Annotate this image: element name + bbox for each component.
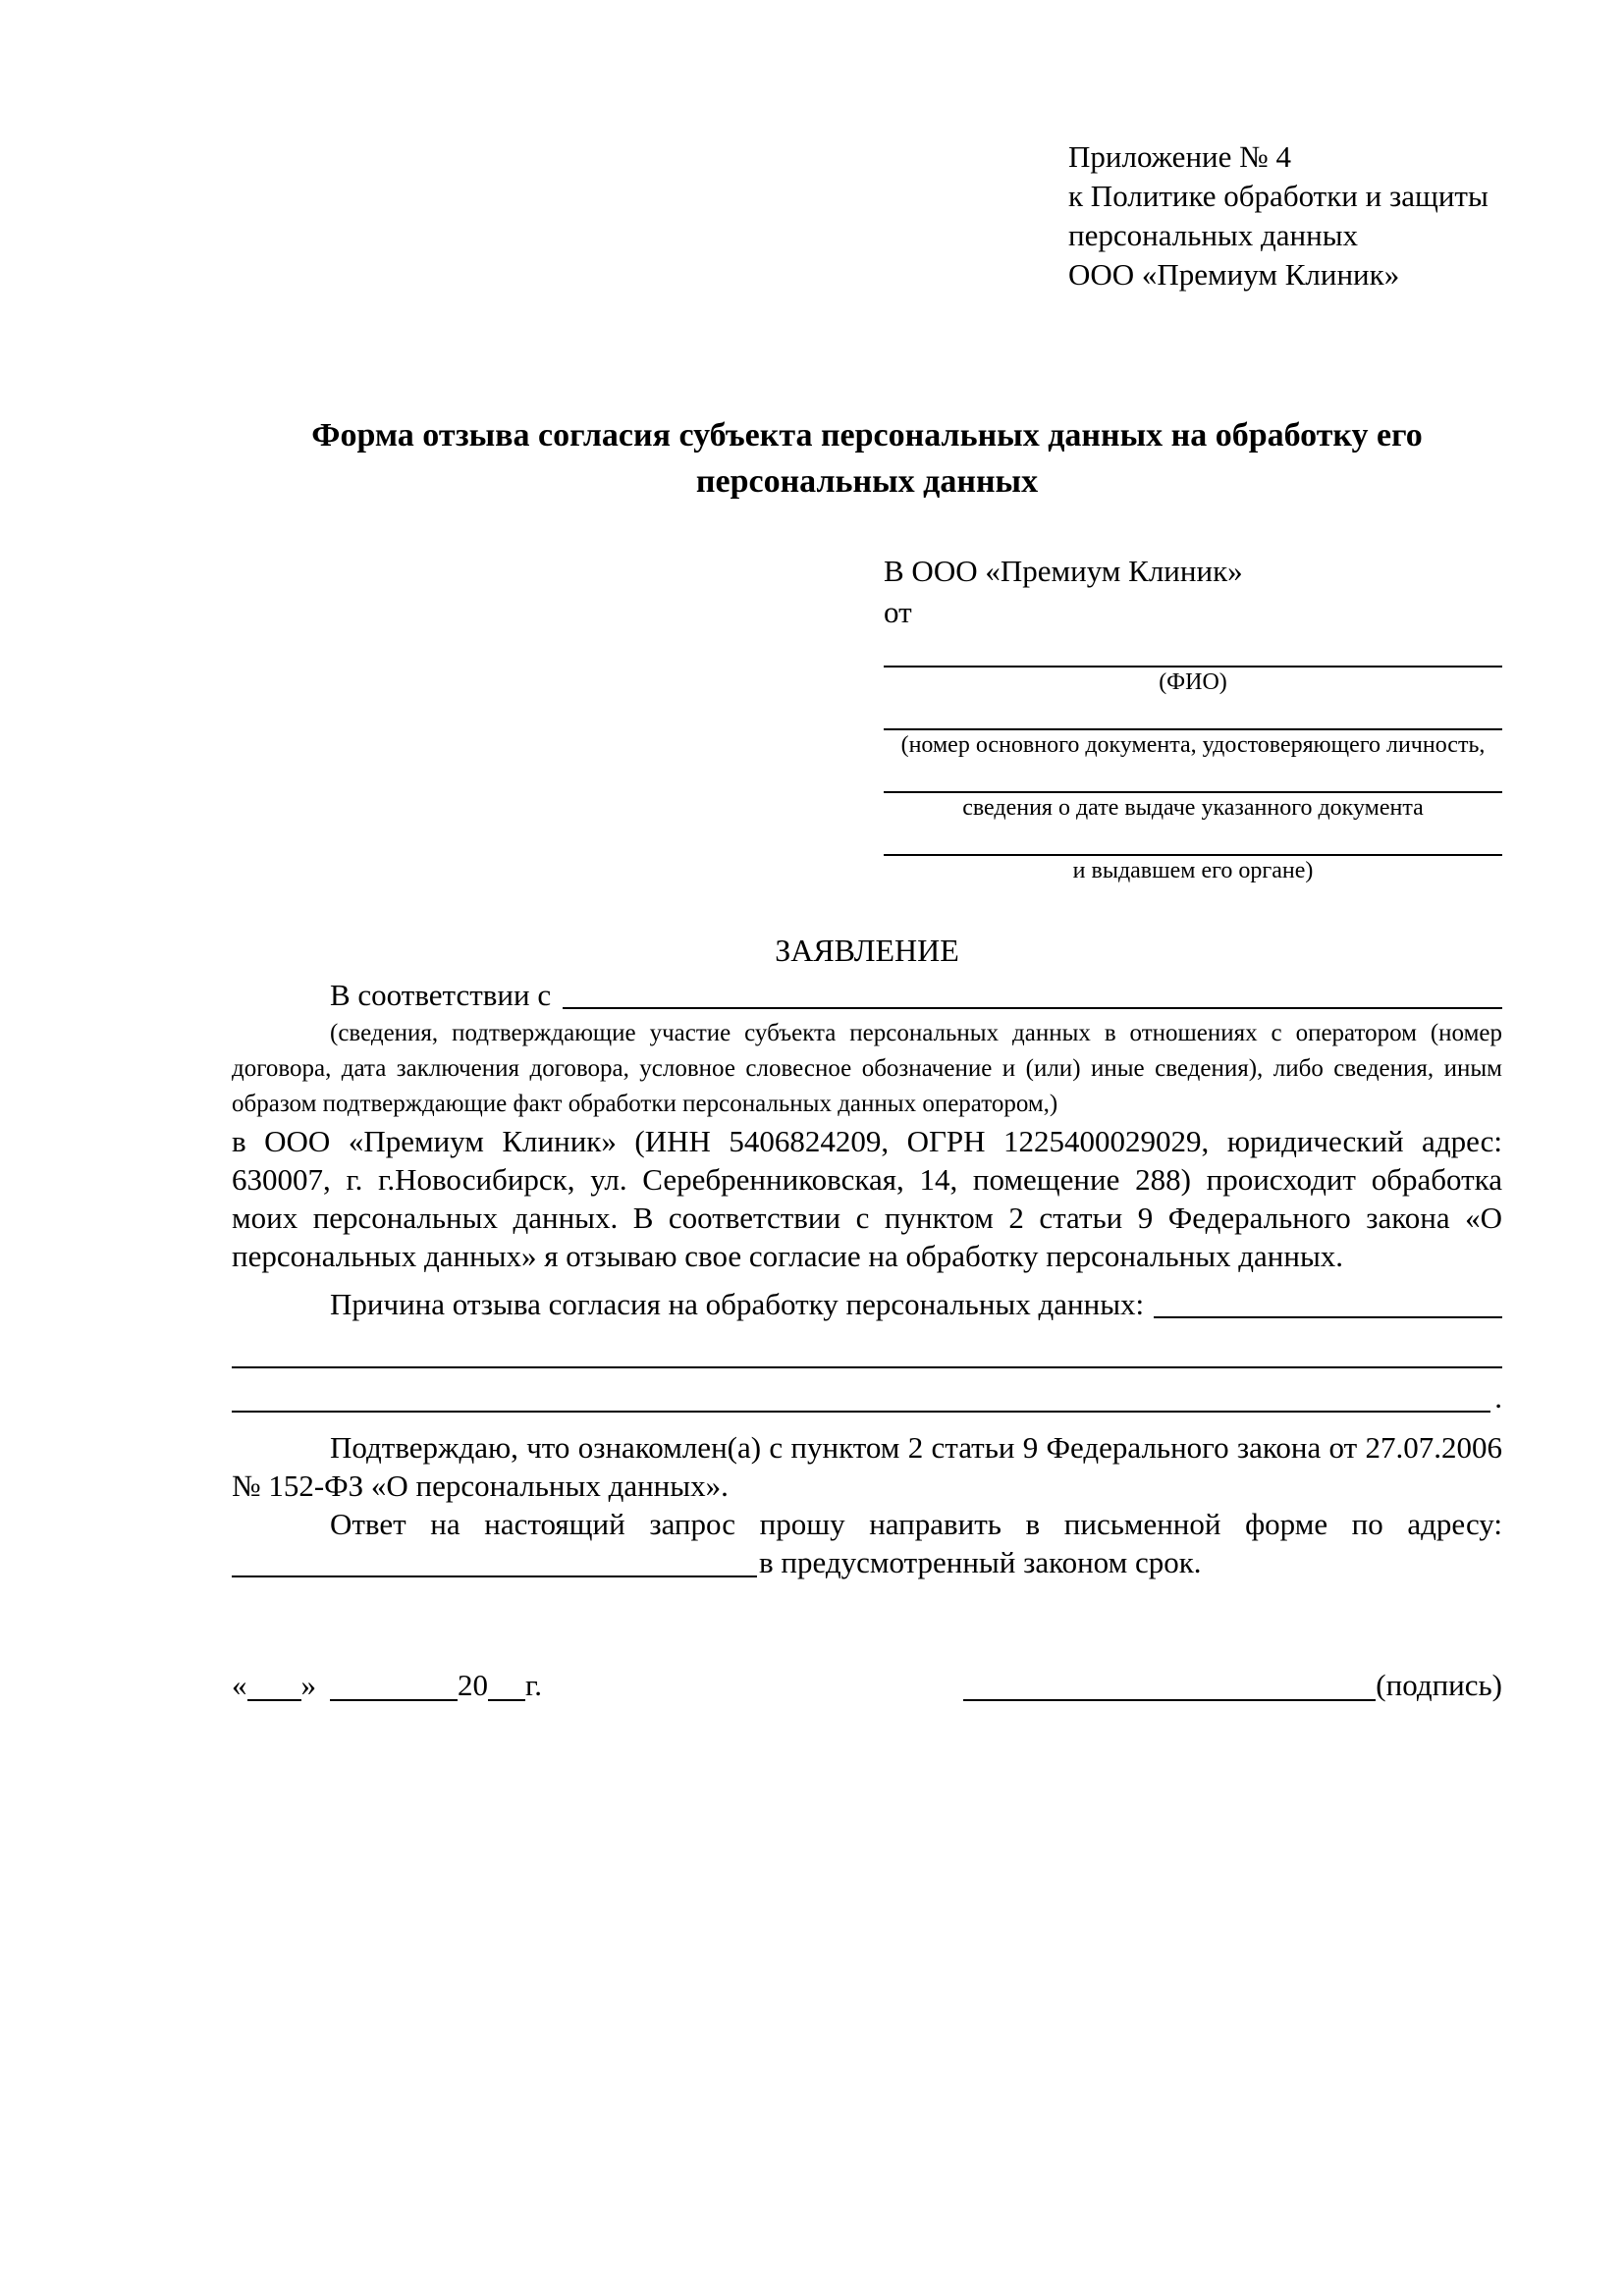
reason-input-line[interactable] (1154, 1308, 1502, 1318)
date-signature-row (232, 1666, 1502, 1705)
confirmation-paragraph: Подтверждаю, что ознакомлен(а) с пунктом 2 статьи 9 Федерального закона от 27.07.2006 № 152-ФЗ «О персональных данных». (232, 1430, 1502, 1503)
date-day-blank[interactable] (247, 1691, 301, 1701)
addressee-to: В ООО «Премиум Клиник» (884, 554, 1243, 588)
appendix-header (1068, 137, 1502, 294)
reason-extra-line-2-row (232, 1368, 1502, 1413)
reason-label: Причина отзыва согласия на обработку персональных данных: (330, 1287, 1145, 1321)
statement-heading: ЗАЯВЛЕНИЕ (775, 933, 959, 968)
reply-request-paragraph: Ответ на настоящий запрос прошу направить в письменной форме по адресу: (330, 1507, 1502, 1541)
document-issue-date-line[interactable] (884, 760, 1502, 793)
signature-line[interactable] (963, 1691, 1376, 1701)
appendix-header-line: к Политике обработки и защиты (1068, 179, 1489, 213)
reason-extra-line-2[interactable] (232, 1403, 1490, 1413)
date-month-blank[interactable] (330, 1691, 458, 1701)
fio-caption: (ФИО) (1159, 669, 1227, 695)
basis-line (232, 976, 1502, 1014)
fio-input-line[interactable] (884, 632, 1502, 667)
date-year-blank[interactable] (488, 1691, 525, 1701)
document-number-caption: (номер основного документа, удостоверяющего личность, (900, 732, 1486, 758)
document-number-line[interactable] (884, 697, 1502, 730)
basis-footnote: (сведения, подтверждающие участие субъекта персональных данных в отношениях с оператором (номер договора, дата заключения договора, условное словесное обозначение и (или) иные сведения), либо сведения, иным образом подтверждающие факт обработки персональных данных оператором,) (232, 1020, 1502, 1117)
addressee-block (884, 552, 1502, 885)
appendix-header-line: ООО «Премиум Клиник» (1068, 257, 1400, 292)
basis-input-line[interactable] (563, 999, 1502, 1009)
form-title: Форма отзыва согласия субъекта персональных данных на обработку его персональных данных (311, 417, 1423, 500)
reason-extra-line-1[interactable] (232, 1323, 1502, 1368)
reply-address-line[interactable] (232, 1568, 757, 1577)
document-issuer-line[interactable] (884, 823, 1502, 856)
document-issue-date-caption: сведения о дате выдаче указанного документа (962, 795, 1424, 821)
addressee-from-label: от (884, 595, 912, 629)
appendix-header-line: персональных данных (1068, 218, 1359, 252)
date-year-suffix: г. (525, 1668, 542, 1702)
date-group (232, 1666, 542, 1705)
signature-caption: (подпись) (1376, 1668, 1502, 1702)
reason-line-period: . (1494, 1380, 1502, 1415)
body-paragraph: в ООО «Премиум Клиник» (ИНН 5406824209, ОГРН 1225400029029, юридический адрес: 630007, г. г.Новосибирск, ул. Серебренниковская, 14, помещение 288) происходит обработка моих персональных данных. В соответствии с пунктом 2 статьи 9 Федерального закона «О персональных данных» я отзываю свое согласие на обработку персональных данных. (232, 1124, 1502, 1273)
date-open-quote: « (232, 1668, 247, 1702)
document-issuer-caption: и выдавшем его органе) (1072, 858, 1314, 883)
document-content (232, 137, 1502, 1705)
date-year-prefix: 20 (458, 1668, 488, 1702)
basis-label: В соответствии с (330, 978, 552, 1012)
reason-line (232, 1285, 1502, 1323)
date-close-quote: » (300, 1668, 316, 1702)
reply-suffix: в предусмотренный законом срок. (759, 1545, 1202, 1579)
reply-address-row (232, 1543, 1502, 1581)
signature-group (963, 1666, 1502, 1705)
appendix-header-line: Приложение № 4 (1068, 139, 1291, 174)
